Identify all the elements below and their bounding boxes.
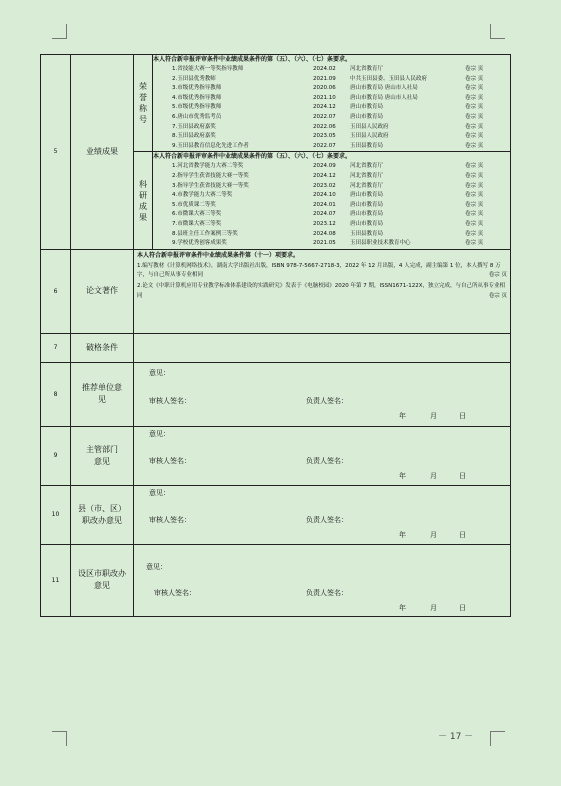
research-subcategory (134, 152, 153, 249)
reviewer-signature-label: 审核人签名： (149, 515, 191, 524)
opinion-label: 意见： (149, 368, 170, 377)
research-item: 7.市微课大赛三等奖 2023.12 唐山市教育局 卷宗 页 (153, 220, 511, 230)
research-item: 9.学校优秀创客成果奖 2021.05 玉田县职业技术教育中心 卷宗 页 (153, 239, 511, 249)
opinion-block-supervising-department (134, 426, 511, 485)
honor-header: 本人符合新申报评审条件中业绩成果条件的第（五）、（六）、（七）条要求。 (153, 55, 511, 66)
paper-item-1: 1.编写教材《计算机网络技术》，湖南大学出版社出版，ISBN 978-7-5667-2718-3，2022 年 12 月出版，4 人完成，副主编第 1 位，本人撰写 8 万字，与自己所从事专业相同 卷宗 页 (134, 261, 510, 283)
research-item: 2.指导学生获省技能大赛一等奖 2024.12 河北省教育厅 卷宗 页 (153, 172, 511, 182)
papers-label: 论文著作 (71, 249, 134, 333)
date-year-label: 年 (399, 411, 406, 420)
research-item: 8.县班主任工作案例三等奖 2024.08 玉田县教育局 卷宗 页 (153, 230, 511, 240)
research-item: 1.河北省教学能力大赛二等奖 2024.09 河北省教育厅 卷宗 页 (153, 162, 511, 172)
crop-mark-bottom-left (52, 731, 67, 746)
honor-item: 7.玉田县政府嘉奖 2022.06 玉田县人民政府 卷宗 页 (153, 123, 511, 133)
research-item: 6.市微课大赛三等奖 2024.07 唐山市教育局 卷宗 页 (153, 210, 511, 220)
opinion-block-county-office (134, 485, 511, 544)
research-label: 科研成果 (139, 179, 147, 222)
row-number-6: 6 (41, 249, 71, 333)
honor-label: 荣誉称号 (139, 82, 147, 125)
opinion-label: 意见： (149, 429, 170, 438)
responsible-signature-label: 负责人签名： (306, 588, 348, 597)
honor-item: 5.市级优秀指导教师 2024.12 唐山市教育局 卷宗 页 (153, 103, 511, 113)
crop-mark-bottom-right (490, 731, 505, 746)
honor-item: 1.省技能大赛一等奖指导教师 2024.02 河北省教育厅 卷宗 页 (153, 65, 511, 75)
crop-mark-top-left (52, 24, 67, 39)
paper-item-1-page: 卷宗 页 (488, 272, 507, 279)
opinion-label-city-office: 设区市职改办意见 (71, 544, 134, 616)
research-item: 5.市优质课二等奖 2024.01 唐山市教育局 卷宗 页 (153, 201, 511, 211)
responsible-signature-label: 负责人签名： (306, 456, 348, 465)
date-year-label: 年 (399, 603, 406, 612)
crop-mark-top-right (490, 24, 505, 39)
research-header: 本人符合新申报评审条件中业绩成果条件的第（五）、（六）、（七）条要求。 (153, 152, 511, 163)
honor-item: 4.市级优秀指导教师 2021.10 唐山市教育局 唐山市人社局 卷宗 页 (153, 94, 511, 104)
date-year-label: 年 (399, 530, 406, 539)
responsible-signature-label: 负责人签名： (306, 396, 348, 405)
row-number-7: 7 (41, 333, 71, 362)
date-day-label: 日 (459, 603, 466, 612)
row-number-9: 9 (41, 426, 71, 485)
page-number: － 17 － (438, 732, 474, 742)
papers-content (134, 249, 511, 333)
date-month-label: 月 (430, 603, 437, 612)
date-month-label: 月 (430, 530, 437, 539)
reviewer-signature-label: 审核人签名： (149, 396, 191, 405)
opinion-label-county-office: 县（市、区）职改办意见 (71, 485, 134, 544)
row-number-10: 10 (41, 485, 71, 544)
opinion-label-supervising-department: 主管部门意见 (71, 426, 134, 485)
honor-item: 3.市级优秀指导教师 2020.06 唐山市教育局 唐山市人社局 卷宗 页 (153, 84, 511, 94)
row-number-8: 8 (41, 362, 71, 426)
row-number-5: 5 (41, 55, 71, 250)
honor-item: 9.玉田县教育信息化先进工作者 2022.07 玉田县教育局 卷宗 页 (153, 142, 511, 152)
papers-header: 本人符合新申报评审条件中业绩成果条件第（十一）项要求。 (137, 251, 300, 259)
responsible-signature-label: 负责人签名： (306, 515, 348, 524)
opinion-block-city-office (134, 544, 511, 616)
paper-item-2: 2.论文《中职计算机应用专业教学标准体系建设的实践研究》发表于《电脑校园》2020 年第 7 期，ISSN1671-122X，独立完成，与自己所从事专业相同 卷宗 页 (134, 282, 510, 303)
reviewer-signature-label: 审核人签名： (154, 588, 196, 597)
date-year-label: 年 (399, 471, 406, 480)
honor-subcategory (134, 55, 153, 152)
date-day-label: 日 (459, 530, 466, 539)
opinion-label: 意见： (146, 562, 167, 571)
opinion-block-recommending-unit (134, 362, 511, 426)
exception-label: 破格条件 (71, 333, 134, 362)
date-month-label: 月 (430, 411, 437, 420)
honor-item: 6.唐山市优秀监考员 2022.07 唐山市教育局 卷宗 页 (153, 113, 511, 123)
research-item: 3.指导学生获省技能大赛一等奖 2023.02 河北省教育厅 卷宗 页 (153, 182, 511, 192)
date-day-label: 日 (459, 471, 466, 480)
date-day-label: 日 (459, 411, 466, 420)
opinion-label-recommending-unit: 推荐单位意见 (71, 362, 134, 426)
reviewer-signature-label: 审核人签名： (149, 456, 191, 465)
exception-content (134, 333, 511, 362)
honor-item: 2.玉田县优秀教师 2021.09 中共玉田县委、玉田县人民政府 卷宗 页 (153, 75, 511, 85)
achievements-label: 业绩成果 (71, 55, 134, 250)
date-month-label: 月 (430, 471, 437, 480)
research-item: 4.市教学能力大赛二等奖 2024.10 唐山市教育局 卷宗 页 (153, 191, 511, 201)
application-form-table (40, 54, 511, 617)
honor-item: 8.玉田县政府嘉奖 2023.05 玉田县人民政府 卷宗 页 (153, 132, 511, 142)
row-number-11: 11 (41, 544, 71, 616)
opinion-label: 意见： (149, 488, 170, 497)
paper-item-2-page: 卷宗 页 (488, 293, 507, 300)
